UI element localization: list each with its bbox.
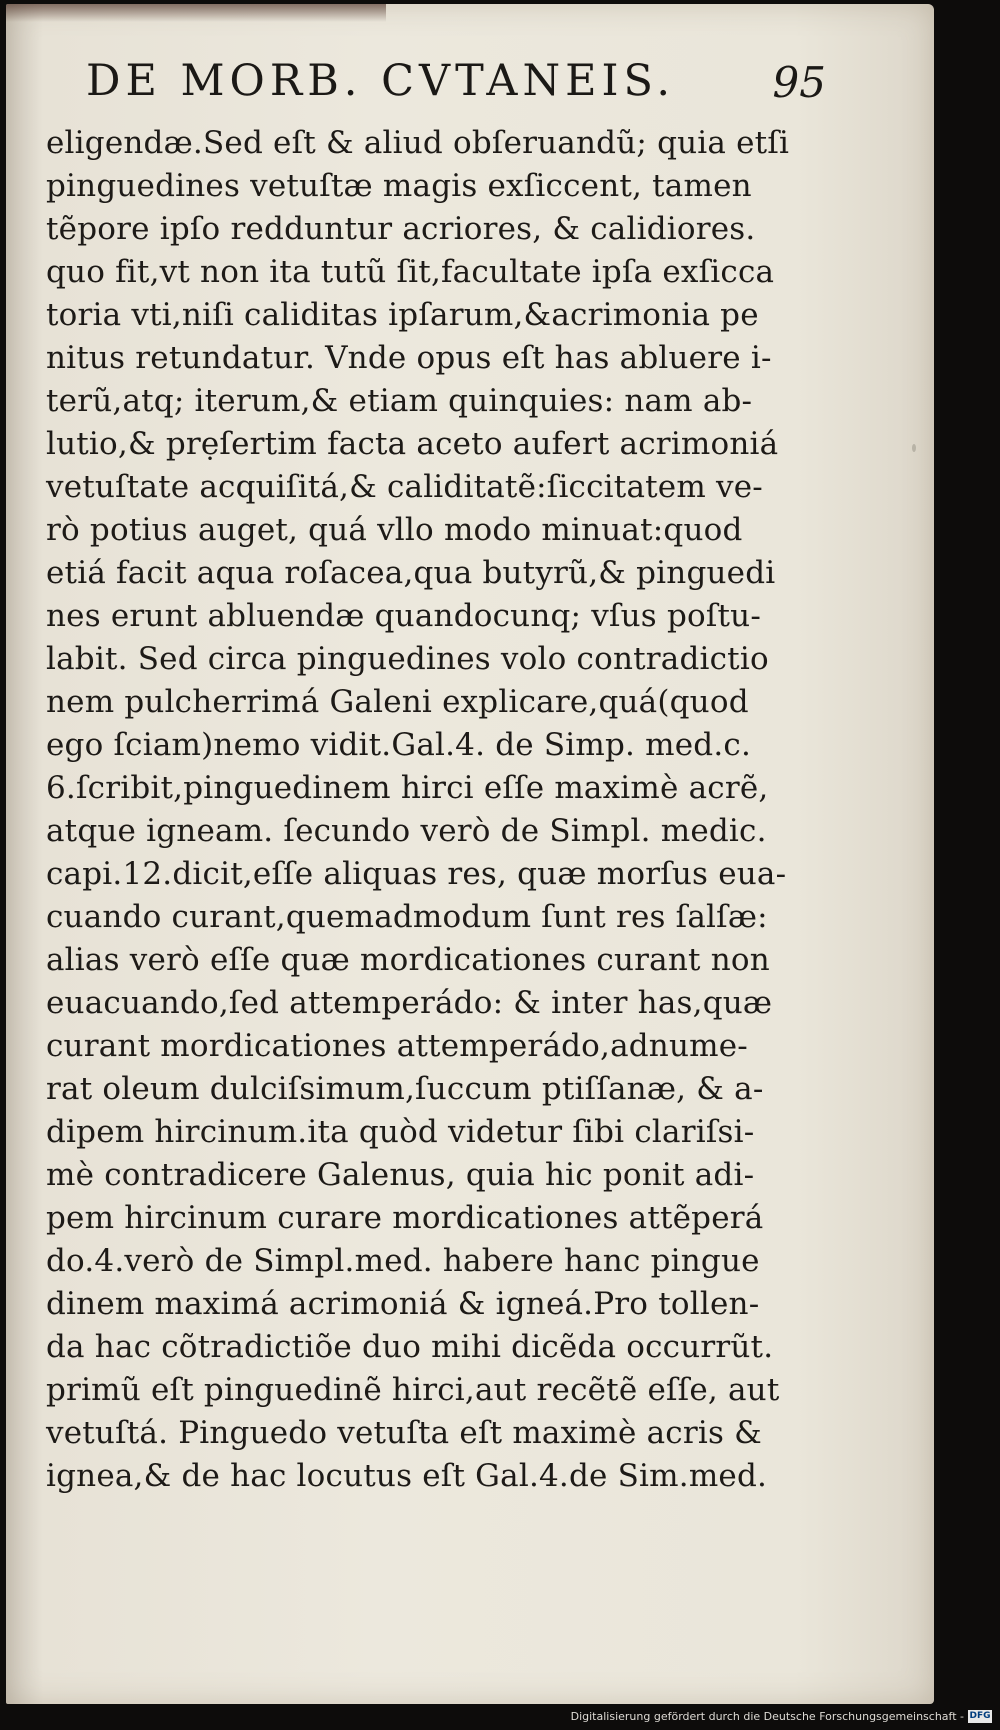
text-line: 6.ſcribit,pinguedinem hirci eſſe maximè acrẽ, [46,770,769,806]
text-line: euacuando,ſed attemperádo: & inter has,quæ [46,985,773,1021]
digitization-credit: Digitalisierung gefördert durch die Deutsche Forschungsgemeinschaft - [570,1710,964,1723]
text-line: pem hircinum curare mordicationes attẽperá [46,1200,764,1236]
dfg-logo: DFG [969,1711,991,1721]
text-line: rò potius auget, quá vllo modo minuat:quod [46,512,743,548]
text-line: nem pulcherrimá Galeni explicare,quá(quod [46,684,749,720]
text-line: da hac cõtradictiõe duo mihi dicẽda occurrũt. [46,1329,774,1365]
text-line: terũ,atq; iterum,& etiam quinquies: nam ab- [46,383,753,419]
text-line: alias verò eſſe quæ mordicationes curant non [46,942,770,978]
text-line: mè contradicere Galenus, quia hic ponit adi- [46,1157,755,1193]
book-page [6,4,934,1704]
page-body-text [46,122,806,1498]
text-line: dipem hircinum.ita quòd videtur ſibi clariſsi- [46,1114,755,1150]
text-line: ego ſciam)nemo vidit.Gal.4. de Simp. med.c. [46,727,751,763]
text-line: atque igneam. ſecundo verò de Simpl. medic. [46,813,767,849]
page-stain [6,4,386,22]
text-line: vetuſtate acquiſitá,& caliditatẽ:ſiccitatem ve- [46,469,763,505]
paper-speck [912,444,916,452]
text-line: primũ eſt pinguedinẽ hirci,aut recẽtẽ eſſe, aut [46,1372,780,1408]
text-line: nitus retundatur. Vnde opus eſt has abluere i- [46,340,772,376]
text-line: rat oleum dulciſsimum,ſuccum ptiſſanæ, & a- [46,1071,764,1107]
text-line: etiá facit aqua roſacea,qua butyrũ,& pinguedi [46,555,776,591]
text-line: toria vti,niſi caliditas ipſarum,&acrimonia pe [46,297,759,333]
text-line: lutio,& prẹſertim facta aceto aufert acrimoniá [46,426,779,462]
text-line: cuando curant,quemadmodum ſunt res ſalſæ: [46,899,768,935]
text-line: nes erunt abluendæ quandocunq; vſus poſtu- [46,598,762,634]
text-line: dinem maximá acrimoniá & igneá.Pro tollen- [46,1286,760,1322]
text-line: tẽpore ipſo redduntur acriores, & calidiores. [46,211,756,247]
page-number: 95 [772,58,826,107]
text-line: ignea,& de hac locutus eſt Gal.4.de Sim.med. [46,1458,768,1494]
text-line: quo fit,vt non ita tutũ ſit,facultate ipſa exſicca [46,254,775,290]
running-title: DE MORB. CVTANEIS. [86,56,676,106]
text-line: curant mordicationes attemperádo,adnume- [46,1028,748,1064]
text-line: capi.12.dicit,eſſe aliquas res, quæ morſus eua- [46,856,787,892]
text-line: eligendæ.Sed eſt & aliud obſeruandũ; quia etſi [46,125,790,161]
text-line: vetuſtá. Pinguedo vetuſta eſt maximè acris & [46,1415,762,1451]
page-header [86,56,826,116]
text-line: pinguedines vetuſtæ magis exſiccent, tamen [46,168,752,204]
text-line: labit. Sed circa pinguedines volo contradictio [46,641,769,677]
text-line: do.4.verò de Simpl.med. habere hanc pingue [46,1243,760,1279]
